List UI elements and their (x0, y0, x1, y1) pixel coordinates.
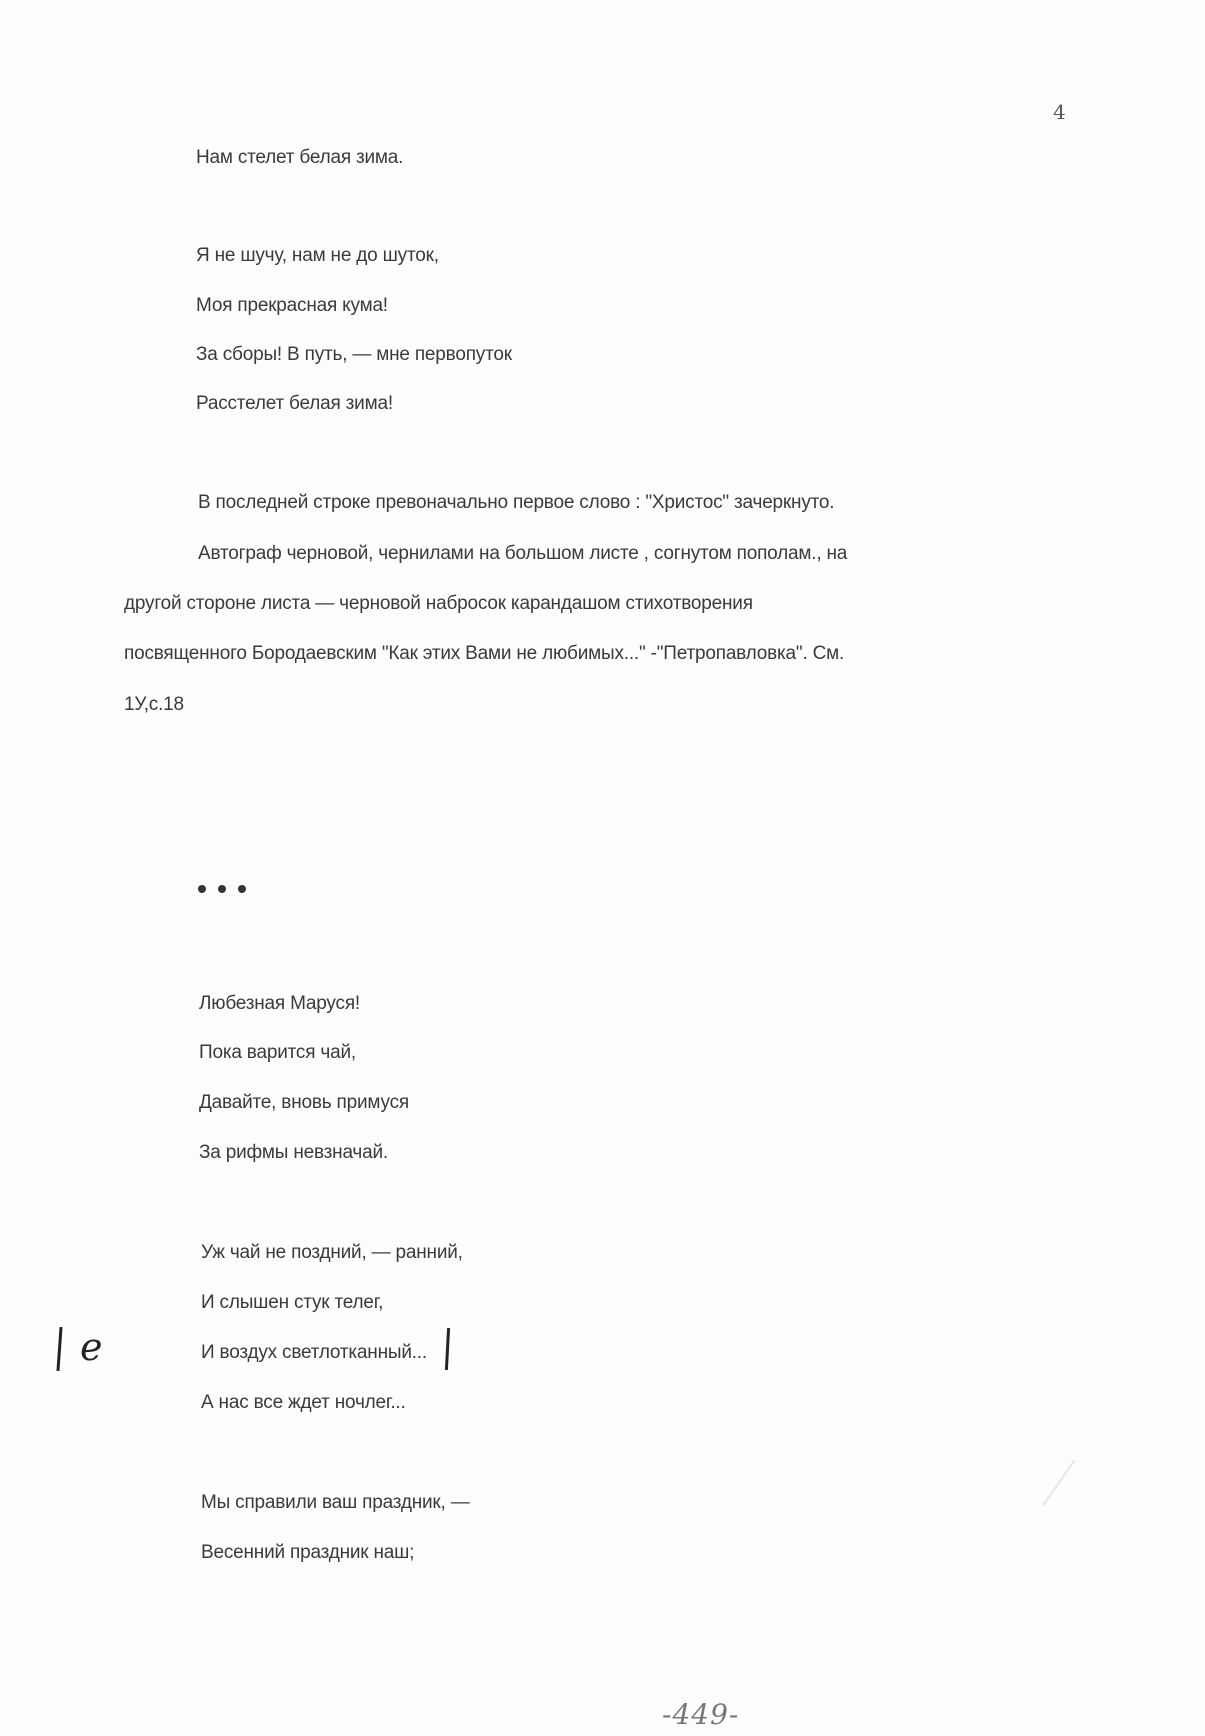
verse-line: А нас все ждет ночлег... (201, 1392, 406, 1413)
verse-line: И воздух светлотканный... (201, 1342, 427, 1363)
verse-line: За рифмы невзначай. (199, 1142, 388, 1163)
note-line: другой стороне листа — черновой набросок карандашом стихотворения (124, 593, 753, 614)
separator-dot (198, 885, 206, 893)
note-line: 1У,с.18 (124, 694, 184, 715)
faint-pencil-stroke (1042, 1459, 1075, 1505)
verse-line: За сборы! В путь, — мне первопуток (196, 344, 512, 365)
note-line: Автограф черновой, чернилами на большом листе , согнутом пополам., на (198, 543, 848, 564)
verse-line: Мы справили ваш праздник, — (201, 1492, 470, 1513)
note-line: посвященного Бородаевским "Как этих Вами не любимых..." -"Петропавловка". См. (124, 643, 845, 664)
verse-line: Нам стелет белая зима. (196, 147, 404, 168)
page-number: 4 (1053, 100, 1066, 124)
verse-line: И слышен стук телег, (201, 1292, 384, 1313)
verse-line: Любезная Маруся! (199, 993, 360, 1014)
separator-dot (238, 885, 246, 893)
archive-folio-number: -449- (662, 1698, 740, 1731)
verse-line: Расстелет белая зима! (196, 393, 393, 414)
verse-line: Пока варится чай, (199, 1042, 356, 1063)
verse-line: Весенний праздник наш; (201, 1542, 415, 1563)
margin-bar (56, 1327, 62, 1371)
note-line: В последней строке превоначально первое слово : "Христос" зачеркнуто. (198, 492, 835, 513)
verse-line: Давайте, вновь примуся (199, 1092, 409, 1113)
verse-line: Уж чай не поздний, — ранний, (201, 1242, 463, 1263)
separator-dot (218, 885, 226, 893)
verse-line: Я не шучу, нам не до шуток, (196, 245, 439, 266)
margin-letter: е (80, 1325, 103, 1369)
handwritten-correction-mark (445, 1328, 450, 1370)
section-separator (198, 885, 246, 893)
verse-line: Моя прекрасная кума! (196, 295, 388, 316)
handwritten-margin-note (50, 1325, 120, 1375)
